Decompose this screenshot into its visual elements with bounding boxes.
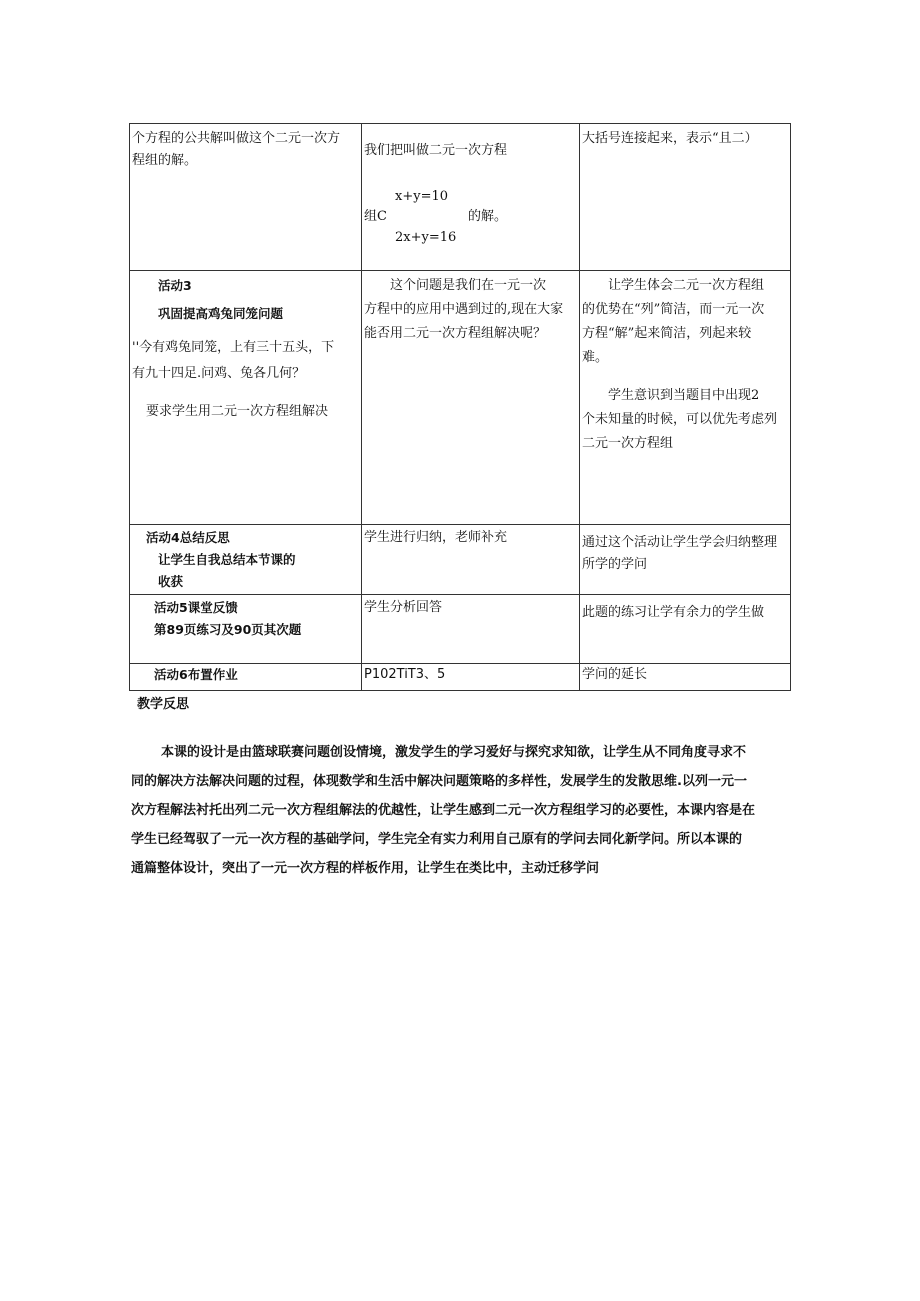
text-line: 方程“解”起来简洁，列起来较 — [582, 326, 752, 341]
activity-title: 活动4总结反思 — [146, 530, 230, 545]
text-line: 这个问题是我们在一元一次 — [390, 278, 547, 293]
text-line: 能否用二元一次方程组解决呢？ — [364, 326, 547, 341]
homework-reference: P102TiT3、5 — [364, 667, 446, 682]
text-line: 学问的延长 — [582, 667, 648, 682]
cell-concept — [130, 124, 362, 271]
lesson-plan-table — [129, 123, 791, 691]
cell-design-intent — [580, 271, 791, 525]
text-line: 让学生体会二元一次方程组 — [608, 278, 765, 293]
reflection-line: 同的解决方法解决问题的过程，体现数学和生活中解决问题策略的多样性，发展学生的发散思维.以列一元一 — [131, 774, 747, 789]
text-line: 个方程的公共解叫做这个二元一次方 — [132, 131, 341, 146]
equation-prefix: 组C — [364, 209, 387, 224]
text-line: 通过这个活动让学生学会归纳整理 — [582, 535, 778, 550]
text-line: 大括号连接起来，表示“且二） — [582, 131, 758, 146]
text-line: 让学生自我总结本节课的 — [158, 552, 296, 567]
text-line: 程组的解。 — [132, 153, 198, 168]
table-row — [130, 595, 791, 664]
cell-design-intent — [580, 525, 791, 595]
cell-equation-system — [362, 124, 580, 271]
requirement-text: 要求学生用二元一次方程组解决 — [146, 404, 329, 419]
cell-activity-3 — [130, 271, 362, 525]
cell-design-intent — [580, 664, 791, 691]
text-line: 学生意识到当题目中出现2 — [608, 388, 760, 403]
cell-note — [580, 124, 791, 271]
text-line: 我们把叫做二元一次方程 — [364, 143, 508, 158]
text-line: 方程中的应用中遇到过的,现在大家 — [364, 302, 564, 317]
text-line: 此题的练习让学有余力的学生做 — [582, 605, 765, 620]
spacer — [582, 369, 788, 385]
activity-subtitle: 巩固提高鸡兔同笼问题 — [158, 306, 284, 321]
table-row — [130, 271, 791, 525]
cell-design-intent — [580, 595, 791, 664]
reflection-title: 教学反思 — [137, 697, 190, 712]
text-line: 难。 — [582, 350, 609, 365]
reflection-body — [131, 738, 792, 883]
problem-line: ''今有鸡兔同笼，上有三十五头，下 — [132, 340, 335, 355]
reflection-line: 次方程解法衬托出列二元一次方程组解法的优越性，让学生感到二元一次方程组学习的必要性，本课内容是在 — [131, 803, 756, 818]
text-line: 收获 — [158, 574, 184, 589]
reflection-line: 通篇整体设计，突出了一元一次方程的样板作用，让学生在类比中，主动迁移学问 — [131, 861, 600, 876]
reflection-line: 学生已经驾驭了一元一次方程的基础学问，学生完全有实力利用自己原有的学问去同化新学问。所以本课的 — [131, 832, 743, 847]
table-row — [130, 664, 791, 691]
activity-title: 活动3 — [158, 278, 192, 293]
text-line: 个未知量的时候，可以优先考虑列 — [582, 412, 778, 427]
cell-teacher-activity — [362, 664, 580, 691]
text-line: 所学的学问 — [582, 557, 648, 572]
reflection-line: 本课的设计是由篮球联赛问题创设情境，激发学生的学习爱好与探究求知欲，让学生从不同角度寻求不 — [161, 745, 747, 760]
cell-activity-4 — [130, 525, 362, 595]
table-row — [130, 124, 791, 271]
cell-activity-5 — [130, 595, 362, 664]
text-line: 二元一次方程组 — [582, 436, 674, 451]
cell-teacher-activity — [362, 271, 580, 525]
text-line: 的优势在“列”简洁，而一元一次 — [582, 302, 765, 317]
cell-activity-6 — [130, 664, 362, 691]
activity-title: 活动6布置作业 — [154, 667, 238, 682]
equation-2: 2x+y=16 — [395, 230, 457, 245]
text-line: 第89页练习及90页其次题 — [154, 622, 302, 637]
activity-title: 活动5课堂反馈 — [154, 600, 238, 615]
equation-1: x+y=10 — [395, 189, 449, 204]
problem-line: 有九十四足.问鸡、兔各几何？ — [132, 366, 306, 381]
equation-suffix: 的解。 — [468, 209, 508, 224]
table-row — [130, 525, 791, 595]
cell-teacher-activity — [362, 525, 580, 595]
text-line: 学生分析回答 — [364, 600, 443, 615]
text-line: 学生进行归纳，老师补充 — [364, 530, 508, 545]
cell-teacher-activity — [362, 595, 580, 664]
